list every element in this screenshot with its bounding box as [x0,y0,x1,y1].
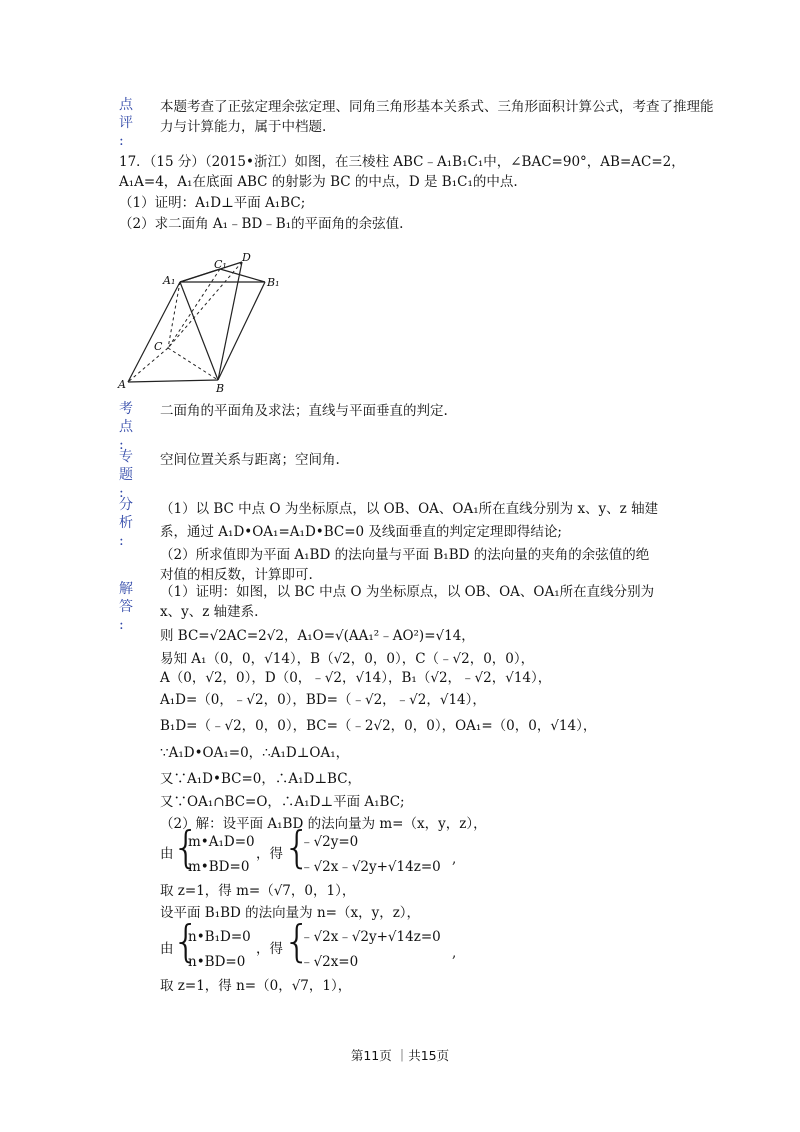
problem-line-1: 17．（15 分）（2015•浙江）如图，在三棱柱 ABC﹣A₁B₁C₁中，∠BAC=90°，AB=AC=2， [119,154,685,170]
label-char: : [119,437,124,453]
system-eq: ﹣√2x=0 [300,954,359,970]
left-brace: { [283,822,311,873]
label-char: : [119,617,124,633]
label-char: : [119,533,124,549]
label-char: 考 [119,401,133,417]
left-brace: { [283,916,311,967]
system-you: 由 [160,941,174,957]
label-char: 解 [119,581,133,597]
jieda-label [119,582,133,633]
zhuanti-text: 空间位置关系与距离；空间角. [160,452,340,468]
zhuanti-label [119,450,133,501]
solution-line: 则 BC=√2AC=2√2，A₁O=√(AA₁²﹣AO²)=√14， [160,628,475,644]
kaodian-text: 二面角的平面角及求法；直线与平面垂直的判定. [160,403,448,419]
system-you: 由 [160,846,174,862]
system-comma: , [452,851,457,867]
solution-line: ∵A₁D•OA₁=0，∴A₁D⊥OA₁， [160,745,350,761]
fenxi-line-4: 对值的相反数，计算即可. [160,567,313,583]
fenxi-line-1: （1）以 BC 中点 O 为坐标原点，以 OB、OA、OA₁所在直线分别为 x、y、z 轴建 [160,501,659,517]
label-char: 点 [119,97,133,113]
solution-line: 设平面 B₁BD 的法向量为 n=（x，y，z）， [160,905,421,921]
system-eq: n•BD=0 [188,954,246,970]
system-de: ，得 [256,941,283,957]
question-2: （2）求二面角 A₁﹣BD﹣B₁的平面角的余弦值. [119,216,404,232]
solution-line: 易知 A₁（0，0，√14），B（√2，0，0），C（﹣√2，0，0）， [160,651,535,667]
label-char: 题 [119,467,133,483]
system-eq: m•A₁D=0 [188,834,255,850]
system-eq: ﹣√2x﹣√2y+√14z=0 [300,929,441,945]
system-comma: , [452,945,457,961]
label-B1: B₁ [267,276,280,289]
label-char: 分 [119,497,133,513]
solution-line: A（0，√2，0），D（0，﹣√2，√14），B₁（√2，﹣√2，√14）， [160,670,552,686]
system-eq: ﹣√2x﹣√2y+√14z=0 [300,859,441,875]
comment-line-1: 本题考查了正弦定理余弦定理、同角三角形基本关系式、三角形面积计算公式，考查了推理能 [160,99,714,115]
label-char: 点 [119,419,133,435]
label-A1: A₁ [163,274,176,287]
left-brace: { [172,916,200,967]
kaodian-label [119,402,133,453]
fenxi-label [119,498,133,549]
solution-line: 又∵A₁D•BC=0，∴A₁D⊥BC， [160,771,362,787]
prism-diagram [118,251,298,395]
label-char: 专 [119,449,133,465]
label-C1: C₁ [214,258,227,271]
label-char: : [119,485,124,501]
system-eq: ﹣√2y=0 [300,834,359,850]
fenxi-line-2: 系，通过 A₁D•OA₁=A₁D•BC=0 及线面垂直的判定定理即得结论; [160,524,562,540]
label-D: D [242,251,251,264]
fenxi-line-3: （2）所求值即为平面 A₁BD 的法向量与平面 B₁BD 的法向量的夹角的余弦值的绝 [160,547,650,563]
prism-figure [118,251,298,397]
system-eq: m•BD=0 [188,859,250,875]
solution-line: 取 z=1，得 m=（√7，0，1）， [160,883,356,899]
problem-line-2: A₁A=4，A₁在底面 ABC 的射影为 BC 的中点，D 是 B₁C₁的中点. [119,174,518,190]
solution-line: x、y、z 轴建系. [160,604,259,620]
label-C: C [154,340,163,353]
system-eq: n•B₁D=0 [188,929,251,945]
solution-line: A₁D=（0，﹣√2，0），BD=（﹣√2，﹣√2，√14）， [160,692,486,708]
label-char: : [119,133,124,149]
system-de: ，得 [256,846,283,862]
label-B: B [216,382,225,395]
comment-line-2: 力与计算能力，属于中档题. [160,119,327,135]
solution-line: B₁D=（﹣√2，0，0），BC=（﹣2√2，0，0），OA₁=（0，0，√14）， [160,718,597,734]
label-char: 析 [119,515,133,531]
label-char: 答 [119,599,133,615]
question-1: （1）证明：A₁D⊥平面 A₁BC; [119,195,306,211]
solution-line: 取 z=1，得 n=（0，√7，1）， [160,978,352,994]
left-brace: { [172,822,200,873]
solution-line: （1）证明：如图，以 BC 中点 O 为坐标原点，以 OB、OA、OA₁所在直线分别为 [160,584,655,600]
solution-line: 又∵OA₁∩BC=O，∴A₁D⊥平面 A₁BC; [160,794,405,810]
comment-label [119,98,133,149]
page-footer: 第11页 ｜共15页 [350,1048,450,1063]
solution-line: （2）解：设平面 A₁BD 的法向量为 m=（x，y，z）， [160,816,487,832]
label-char: 评 [119,115,133,131]
label-A: A [118,378,126,391]
